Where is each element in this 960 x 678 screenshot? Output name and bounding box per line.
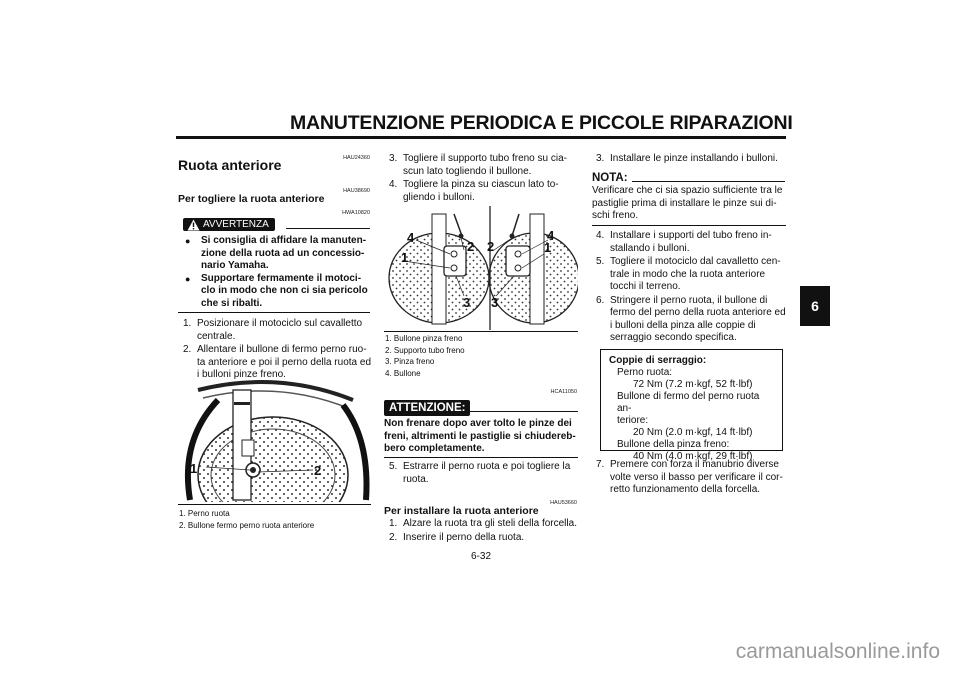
note-text: Verificare che ci sia spazio sufficiente tra le pastiglie prima di installare le pinze sui di-schi freno. [592,185,783,221]
figure-callout: 2 [314,463,322,478]
caution-label: ATTENZIONE: [384,400,470,416]
step-item: 3. Installare le pinze installando i bulloni. [596,153,778,164]
install-step-3 [592,153,785,167]
step-item: 1. Posizionare il motociclo sul cavalletto centrale. [183,318,363,342]
ref-code: HAU53660 [550,500,577,506]
caution-rule [470,411,578,412]
caution-badge [384,398,470,416]
step-item: 1. Alzare la ruota tra gli steli della forcella. [389,518,577,529]
step-item: 5. Estrarre il perno ruota e poi togliere la ruota. [389,461,571,485]
figure-callout: 1 [190,461,198,476]
install-steps-cont [592,230,786,346]
subheading: Per togliere la ruota anteriore [178,193,325,205]
page-number: 6-32 [470,551,491,562]
removal-steps [179,318,371,383]
caution-text: Non frenare dopo aver tolto le pinze dei freni, altrimenti le pastiglie si chiudereb-bero completamente. [384,418,576,454]
step-item: 3. Togliere il supporto tubo freno su cia-scun lato togliendo il bullone. [389,153,567,177]
step-item: 5. Togliere il motociclo dal cavalletto cen-trale in modo che la ruota anteriore tocchi il terreno. [596,256,781,292]
warning-triangle-icon [187,219,200,231]
ref-code: HWA10820 [342,210,370,216]
step-item: 4. Togliere la pinza su ciascun lato to-gliendo i bulloni. [389,179,559,203]
torque-label: teriore: [617,415,649,426]
figure-caption: 1. Perno ruota 2. Bullone fermo perno ruota anteriore [179,509,315,530]
ref-code: HAU38690 [343,188,370,194]
warning-label: AVVERTENZA [203,219,269,230]
figure-callout: 2 [467,239,475,254]
subheading: Per installare la ruota anteriore [384,505,539,517]
figure-callout: 2 [487,239,495,254]
ref-code: HCA11050 [550,389,577,395]
figure-caption: 1. Bullone pinza freno 2. Supporto tubo freno 3. Pinza freno 4. Bullone [385,334,465,378]
warning-list [179,235,371,310]
figure-callout: 3 [463,295,471,310]
removal-steps-cont [385,153,578,205]
caution-end-rule [384,457,578,458]
torque-value: 72 Nm (7.2 m·kgf, 52 ft·lbf) [633,379,753,390]
install-steps [385,518,578,545]
warning-end-rule [178,312,370,313]
torque-label: Bullone di fermo del perno ruota an- [617,391,760,414]
title-rule [176,136,786,139]
figure-callout: 3 [491,295,499,310]
removal-step-5 [385,461,578,487]
step-item: 7. Premere con forza il manubrio diverse volte verso il basso per verificare il cor-retto funzionamento della forcella. [596,459,783,495]
front-wheel-figure [178,380,372,502]
warning-badge [183,214,275,232]
note-rule [632,181,785,182]
torque-label: Bullone della pinza freno: [617,439,730,450]
install-step-7 [592,459,786,498]
note-label: NOTA: [592,172,628,184]
torque-label: Perno ruota: [617,367,673,378]
section-heading: Ruota anteriore [178,157,282,173]
warning-rule [286,228,370,229]
page-title: MANUTENZIONE PERIODICA E PICCOLE RIPARAZIONI [290,112,793,134]
figure-callout: 4 [547,228,555,243]
ref-code: HAU24360 [343,155,370,161]
caption-rule [178,504,371,505]
figure-callout: 1 [401,250,409,265]
step-item: 2. Allentare il bullone di fermo perno ruo-ta anteriore e poi il perno della ruota ed i bulloni pinze freno. [183,344,372,380]
figure-callout: 4 [407,230,415,245]
caliper-figure [384,206,578,330]
chapter-tab: 6 [800,286,830,326]
watermark: carmanualsonline.info [735,640,940,663]
torque-value: 40 Nm (4.0 m·kgf, 29 ft·lbf) [633,451,753,462]
step-item: 4. Installare i supporti del tubo freno in-stallando i bulloni. [596,230,772,254]
step-item: 6. Stringere il perno ruota, il bullone di fermo del perno della ruota anteriore ed i bulloni della pinza alle coppie di serraggio secondo specifica. [596,294,786,343]
torque-title: Coppie di serraggio: [609,355,707,366]
caption-rule [384,331,578,332]
figure-callout: 1 [544,240,552,255]
step-item: 2. Inserire il perno della ruota. [389,531,525,543]
torque-value: 20 Nm (2.0 m·kgf, 14 ft·lbf) [633,427,753,438]
warning-item: ● Si consiglia di affidare la manuten-zione della ruota ad un concessio-nario Yamaha. [179,235,371,273]
torque-spec-box [600,349,783,462]
note-end-rule [592,225,786,226]
warning-item: ● Supportare fermamente il motoci-clo in modo che non ci sia pericolo che si ribalti. [179,273,371,311]
